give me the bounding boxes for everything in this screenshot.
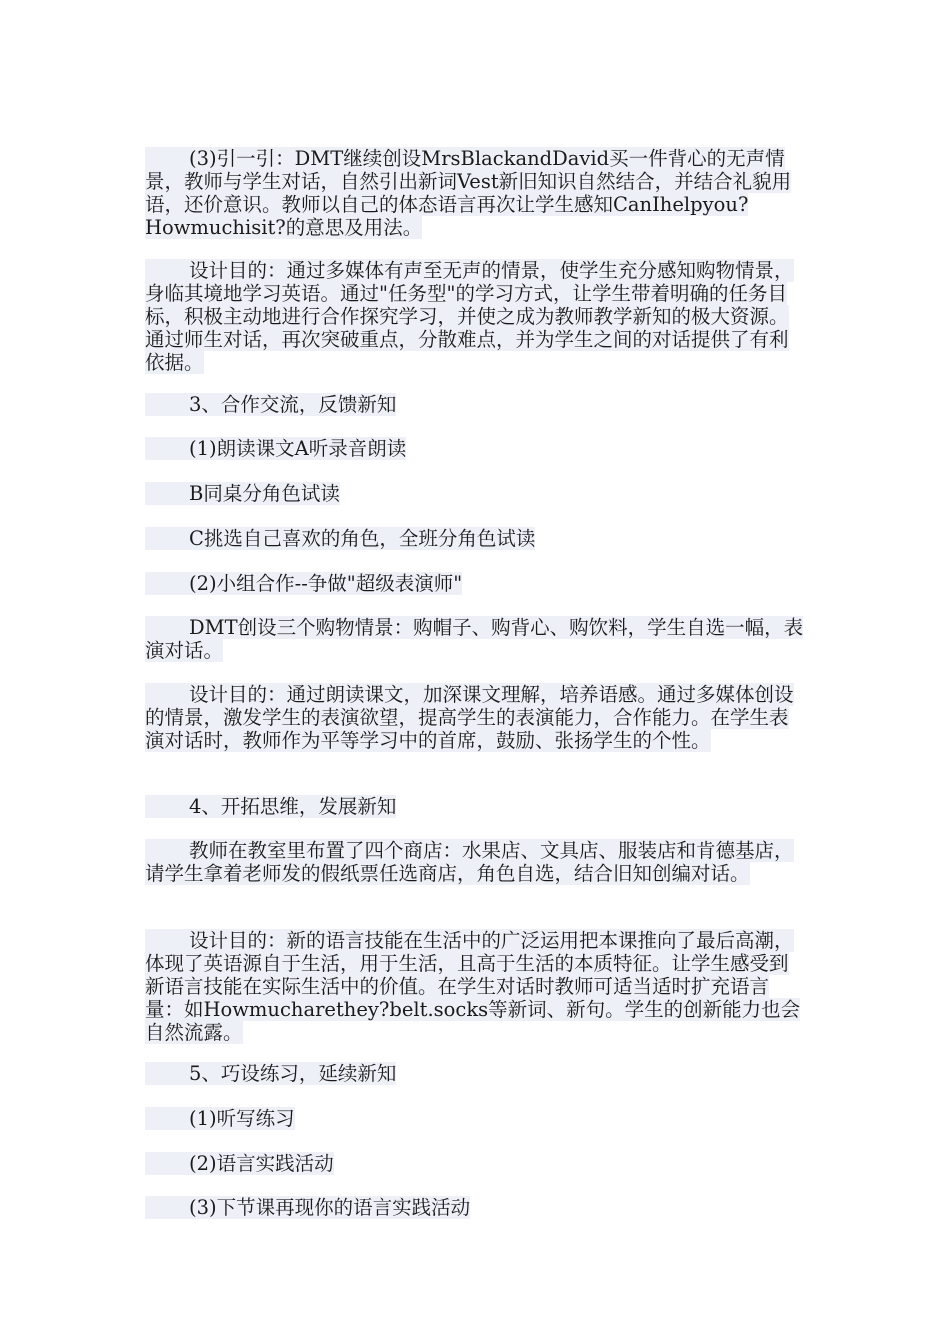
paragraph-text: (3)引一引：DMT继续创设MrsBlackandDavid买一件背心的无声情景，教师与学生对话，自然引出新词Vest新旧知识自然结合，并结合礼貌用语，还价意识。教师以自己的体态语言再次让学生感知CanIhelpyou?Howmuchisit?的意思及用法。 [145, 147, 792, 239]
paragraph [145, 616, 807, 662]
paragraph-text: (2)小组合作--争做"超级表演师" [189, 572, 463, 595]
paragraph-text: (3)下节课再现你的语言实践活动 [189, 1196, 471, 1219]
paragraph [145, 527, 807, 550]
paragraph [145, 482, 807, 505]
paragraph [145, 839, 807, 885]
section-heading [145, 1062, 807, 1085]
paragraph-text: (2)语言实践活动 [189, 1152, 334, 1175]
paragraph [145, 929, 807, 1044]
paragraph [145, 1152, 807, 1175]
paragraph [145, 259, 807, 374]
paragraph-text: 4、开拓思维，发展新知 [189, 795, 397, 818]
section-heading [145, 393, 807, 416]
paragraph-text: 教师在教室里布置了四个商店：水果店、文具店、服装店和肯德基店，请学生拿着老师发的假纸票任选商店，角色自选，结合旧知创编对话。 [145, 839, 794, 885]
paragraph [145, 147, 807, 239]
paragraph-text: B同桌分角色试读 [189, 482, 340, 505]
paragraph-text: C挑选自己喜欢的角色，全班分角色试读 [189, 527, 536, 550]
paragraph-text: 设计目的：新的语言技能在生活中的广泛运用把本课推向了最后高潮，体现了英语源自于生活，用于生活，且高于生活的本质特征。让学生感受到新语言技能在实际生活中的价值。在学生对话时教师可适当适时扩充语言量：如Howmucharethey?belt.socks等新词、新句。学生的创新能力也会自然流露。 [145, 929, 801, 1044]
paragraph [145, 683, 807, 752]
paragraph [145, 437, 807, 460]
paragraph-text: (1)听写练习 [189, 1107, 295, 1130]
section-heading [145, 795, 807, 818]
paragraph-text: 设计目的：通过朗读课文，加深课文理解，培养语感。通过多媒体创设的情景，激发学生的表演欲望，提高学生的表演能力，合作能力。在学生表演对话时，教师作为平等学习中的首席，鼓励、张扬学生的个性。 [145, 683, 794, 752]
paragraph-text: (1)朗读课文A听录音朗读 [189, 437, 407, 460]
paragraph-text: DMT创设三个购物情景：购帽子、购背心、购饮料，学生自选一幅，表演对话。 [145, 616, 804, 662]
paragraph-text: 5、巧设练习，延续新知 [189, 1062, 397, 1085]
paragraph [145, 1107, 807, 1130]
paragraph-text: 设计目的：通过多媒体有声至无声的情景，使学生充分感知购物情景，身临其境地学习英语。通过"任务型"的学习方式，让学生带着明确的任务目标，积极主动地进行合作探究学习，并使之成为教师教学新知的极大资源。通过师生对话，再次突破重点，分散难点，并为学生之间的对话提供了有利依据。 [145, 259, 794, 374]
paragraph [145, 572, 807, 595]
paragraph-text: 3、合作交流，反馈新知 [189, 393, 397, 416]
paragraph [145, 1196, 807, 1219]
